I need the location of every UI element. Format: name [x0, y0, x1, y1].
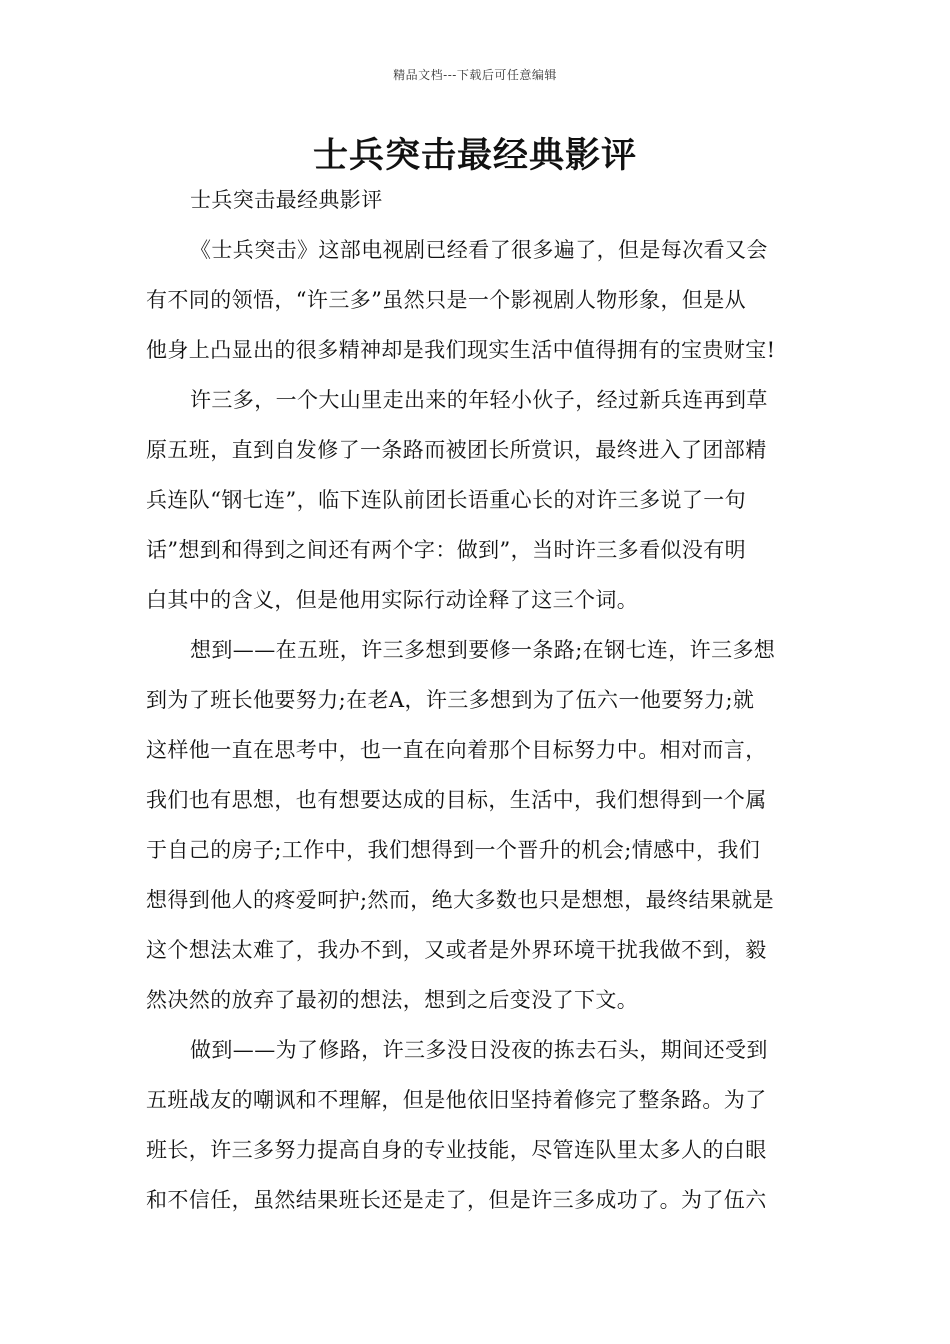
- text-line: 于自己的房子;工作中，我们想得到一个晋升的机会;情感中，我们: [146, 838, 761, 862]
- text-line: 有不同的领悟，“许三多”虽然只是一个影视剧人物形象，但是从: [146, 288, 747, 312]
- text-line: 这样他一直在思考中，也一直在向着那个目标努力中。相对而言，: [146, 738, 767, 762]
- text-line: 和不信任，虽然结果班长还是走了，但是许三多成功了。为了伍六: [146, 1188, 767, 1212]
- text-line: 这个想法太难了，我办不到，又或者是外界环境干扰我做不到，毅: [146, 938, 767, 962]
- text-line: 许三多，一个大山里走出来的年轻小伙子，经过新兵连再到草: [190, 388, 768, 412]
- text-line: 我们也有思想，也有想要达成的目标，生活中，我们想得到一个属: [146, 788, 767, 812]
- document-title: 士兵突击最经典影评: [312, 136, 637, 176]
- text-line: 士兵突击最经典影评: [190, 188, 383, 212]
- text-line: 白其中的含义，但是他用实际行动诠释了这三个词。: [146, 588, 639, 612]
- text-line: 想得到他人的疼爱呵护;然而，绝大多数也只是想想，最终结果就是: [146, 888, 775, 912]
- document-body: [146, 178, 806, 1228]
- text-line: 班长，许三多努力提高自身的专业技能，尽管连队里太多人的白眼: [146, 1138, 767, 1162]
- header-note: 精品文档---下载后可任意编辑: [393, 68, 557, 82]
- text-line: 原五班，直到自发修了一条路而被团长所赏识，最终进入了团部精: [146, 438, 767, 462]
- text-line: 五班战友的嘲讽和不理解，但是他依旧坚持着修完了整条路。为了: [146, 1088, 767, 1112]
- text-line: 他身上凸显出的很多精神却是我们现实生活中值得拥有的宝贵财宝!: [146, 338, 776, 362]
- text-line: 到为了班长他要努力;在老A，许三多想到为了伍六一他要努力;就: [146, 688, 755, 712]
- text-line: 话”想到和得到之间还有两个字：做到”，当时许三多看似没有明: [146, 538, 747, 562]
- text-line: 想到——在五班，许三多想到要修一条路;在钢七连，许三多想: [190, 638, 776, 662]
- text-line: 然决然的放弃了最初的想法，想到之后变没了下文。: [146, 988, 639, 1012]
- text-line: 《士兵突击》这部电视剧已经看了很多遍了，但是每次看又会: [190, 238, 768, 262]
- text-line: 兵连队“钢七连”，临下连队前团长语重心长的对许三多说了一句: [146, 488, 747, 512]
- text-line: 做到——为了修路，许三多没日没夜的拣去石头，期间还受到: [190, 1038, 768, 1062]
